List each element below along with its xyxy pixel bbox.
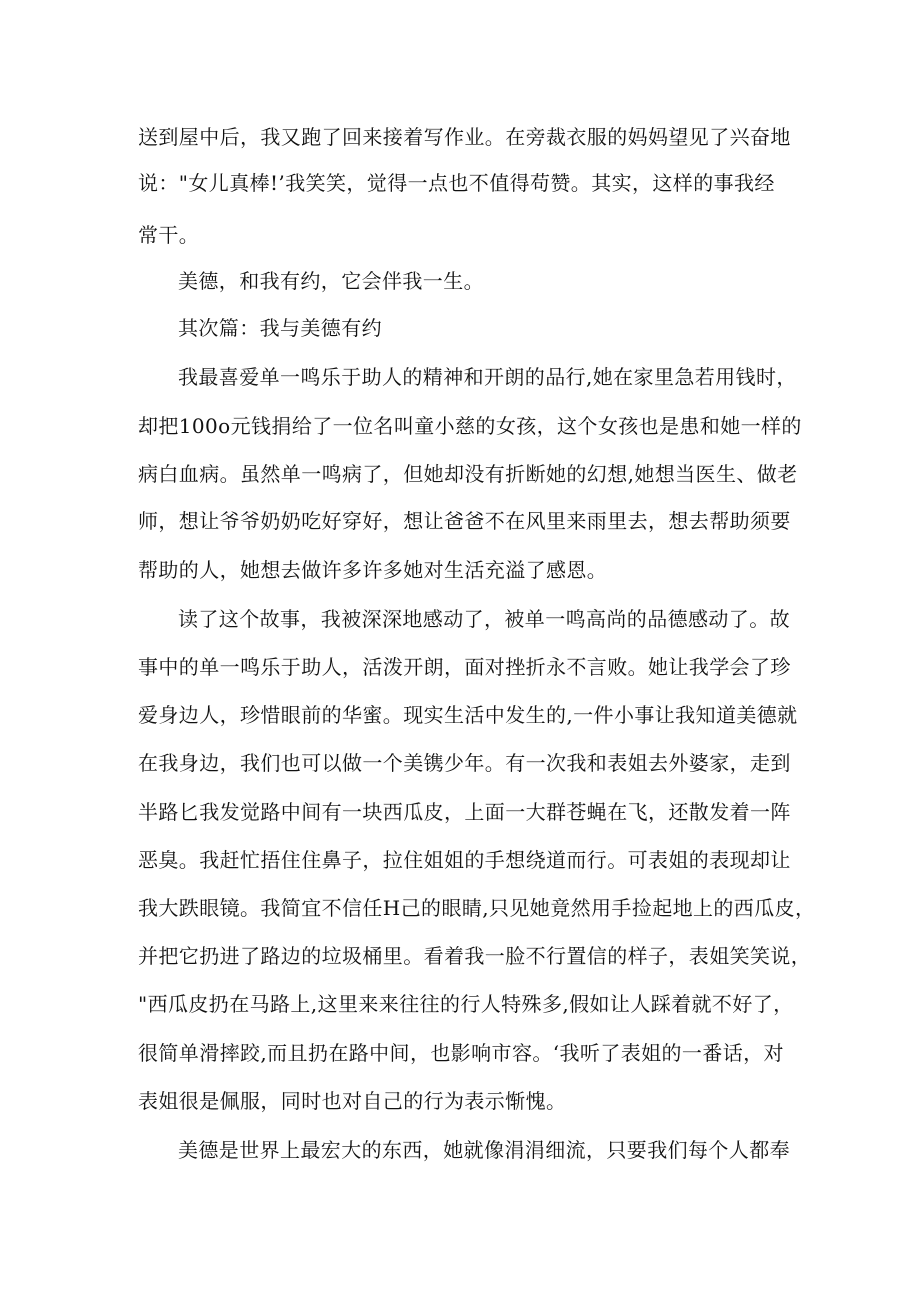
text-line: 送到屋中后，我又跑了回来接着写作业。在旁裁衣服的妈妈望见了兴奋地	[138, 125, 791, 149]
text-line: 说："女儿真棒!’我笑笑，觉得一点也不值得苟赞。其实，这样的事我经	[138, 171, 775, 195]
text-line: 读了这个故事，我被深深地感动了，被单一鸣高尚的品德感动了。故	[178, 607, 790, 631]
text-line: 师，想让爷爷奶奶吃好穿好，想让爸爸不在风里来雨里去，想去帮助须要	[138, 509, 791, 533]
section-heading: 其次篇：我与美德有约	[178, 316, 382, 340]
text-line: 表姐很是佩服，同时也对自己的行为表示惭愧。	[138, 1089, 567, 1113]
text-line: 美德，和我有约，它会伴我一生。	[178, 269, 484, 293]
text-line: 帮助的人，她想去做许多许多她对生活充溢了感恩。	[138, 558, 608, 582]
text-line: 事中的单一鸣乐于助人，活泼开朗，面对挫折永不言败。她让我学会了珍	[138, 655, 791, 679]
text-line: 病白血病。虽然单一鸣病了，但她却没有折断她的幻想,她想当医生、做老	[138, 462, 798, 486]
text-line: 我大跌眼镜。我简宜不信任H己的眼睛,只见她竟然用手捡起地上的西瓜皮，	[138, 896, 816, 920]
text-line: "西瓜皮扔在马路上,这里来来往往的行人特殊多,假如让人踩着就不好了，	[138, 992, 794, 1016]
text-line: 恶臭。我赶忙捂住住鼻子，拉住姐姐的手想绕道而行。可表姐的表现却让	[138, 848, 791, 872]
text-line: 半路匕我发觉路中间有一块西瓜皮，上面一大群苍蝇在飞，还散发着一阵	[138, 800, 791, 824]
text-line: 常干。	[138, 223, 200, 247]
text-line: 却把100o元钱捐给了一位名叫童小慈的女孩，这个女孩也是患和她一样的	[138, 414, 802, 438]
text-line: 美德是世界上最宏大的东西，她就像涓涓细流，只要我们每个人都奉	[178, 1138, 790, 1162]
text-line: 在我身边，我们也可以做一个美镌少年。有一次我和表姐去外婆家，走到	[138, 751, 791, 775]
text-line: 很简单滑摔跤,而且扔在路中间，也影响市容。‘我听了表姐的一番话，对	[138, 1041, 784, 1065]
text-line: 并把它扔进了路边的垃圾桶里。看着我一脸不行置信的样子，表姐笑笑说，	[138, 944, 812, 968]
text-line: 爱身边人，珍惜眼前的华蜜。现实生活中发生的,一件小事让我知道美德就	[138, 703, 798, 727]
text-line: 我最喜爱单一鸣乐于助人的精神和开朗的品行,她在家里急若用钱时，	[178, 365, 797, 389]
